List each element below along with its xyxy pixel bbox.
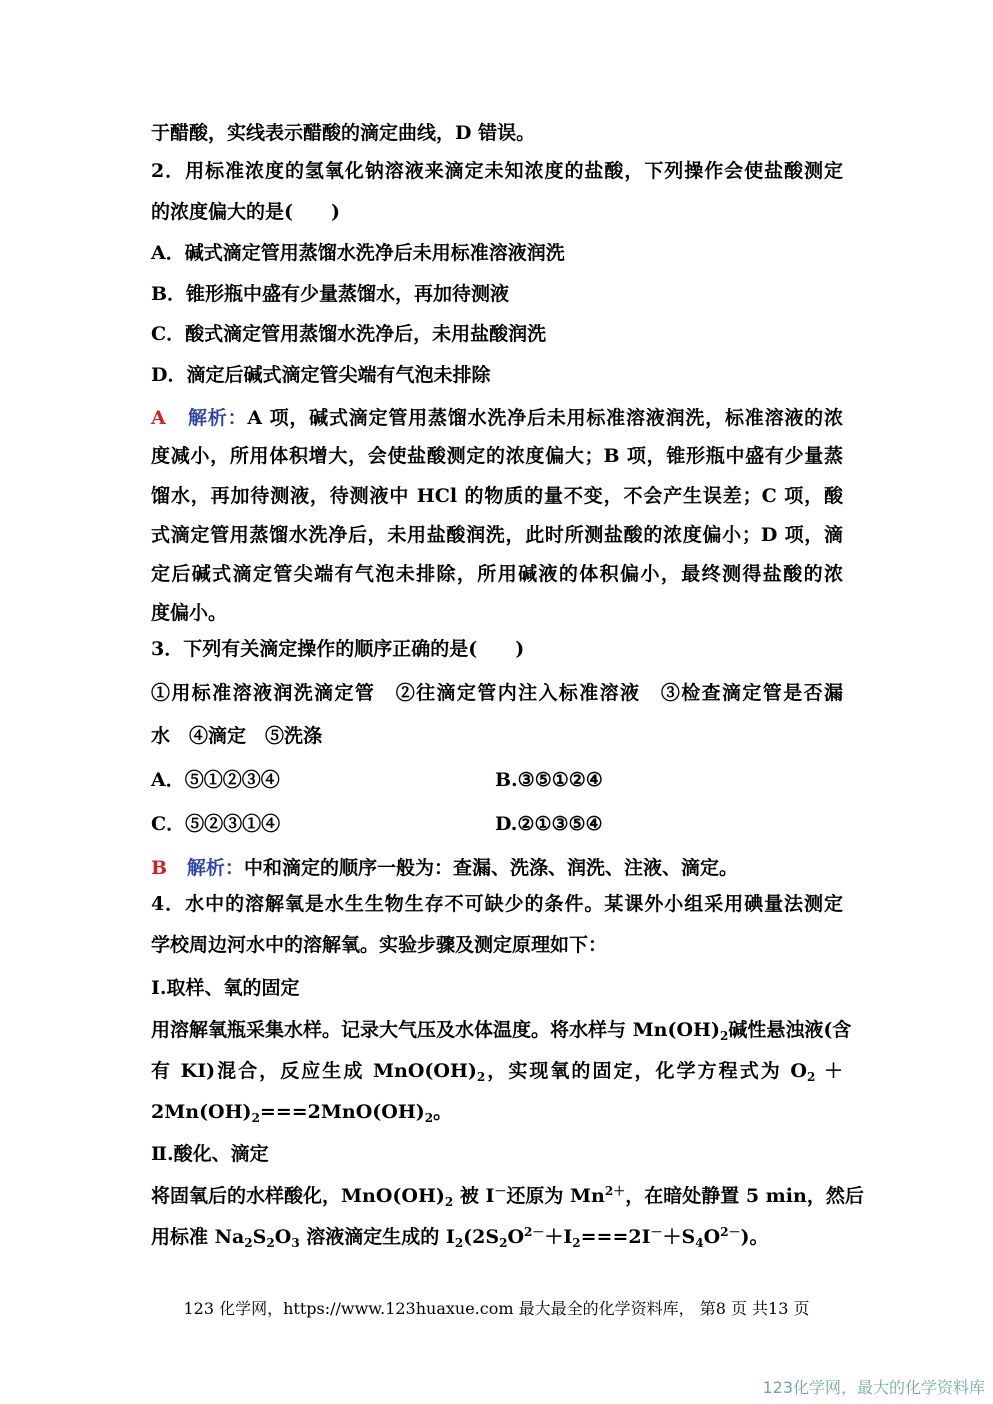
page-footer: 123 化学网，https://www.123huaxue.com 最大最全的化学资料库， 第8 页 共13 页 — [183, 1299, 810, 1318]
text-run: (2S — [463, 1226, 500, 1248]
question-3-stem: 3．下列有关滴定操作的顺序正确的是( ) — [151, 638, 525, 660]
subscript: 2 — [454, 1236, 464, 1250]
analysis-line: 式滴定管用蒸馏水洗净后，未用盐酸润洗，此时所测盐酸的浓度偏小；D 项，滴 — [151, 524, 843, 546]
subscript: 2 — [499, 1236, 508, 1250]
option-c: C．酸式滴定管用蒸馏水洗净后，未用盐酸润洗 — [151, 323, 547, 345]
superscript: 2－ — [524, 1225, 545, 1239]
text-run: O — [274, 1226, 292, 1248]
subscript: 2 — [806, 1070, 816, 1084]
option-b: B．锥形瓶中盛有少量蒸馏水，再加待测液 — [151, 283, 510, 305]
option-d: D．滴定后碱式滴定管尖端有气泡未排除 — [151, 364, 491, 386]
option-a: A．碱式滴定管用蒸馏水洗净后未用标准溶液润洗 — [151, 242, 565, 264]
paragraph-line — [151, 1224, 843, 1250]
superscript: － — [494, 1184, 507, 1198]
option-d: D.②①③⑤④ — [495, 813, 603, 835]
subscript: 2 — [244, 1236, 253, 1250]
options-cd — [151, 811, 843, 837]
question-2-stem: 2．用标准浓度的氢氧化钠溶液来滴定未知浓度的盐酸，下列操作会使盐酸测定 — [151, 160, 843, 182]
paragraph-line — [151, 1099, 843, 1125]
subscript: 2 — [251, 1111, 260, 1125]
question-3-steps-cont: 水 ④滴定 ⑤洗涤 — [151, 725, 323, 747]
text-run: 。 — [433, 1101, 453, 1123]
superscript: 2＋ — [604, 1184, 626, 1198]
answer-2-line-1 — [151, 405, 843, 431]
text-run: 碱性悬浊液(含 — [728, 1019, 852, 1041]
answer-letter: B — [151, 857, 168, 879]
text-run: ，在暗处静置 5 min，然后 — [625, 1185, 864, 1207]
option-a: A．⑤①②③④ — [151, 769, 280, 791]
paragraph-line — [151, 1058, 843, 1084]
text-run: ＋S — [662, 1226, 696, 1248]
analysis-text: A 项，碱式滴定管用蒸馏水洗净后未用标准溶液润洗，标准溶液的浓 — [247, 407, 843, 429]
text-run: ＋I — [544, 1226, 573, 1248]
text-run: O — [703, 1226, 721, 1248]
question-4-stem-cont: 学校周边河水中的溶解氧。实验步骤及测定原理如下： — [151, 934, 608, 956]
paragraph-line — [151, 1183, 864, 1209]
answer-3-line — [151, 855, 843, 881]
question-2-stem-cont: 的浓度偏大的是( ) — [151, 201, 340, 223]
text-run: S — [252, 1226, 267, 1248]
analysis-line: 度偏小。 — [151, 602, 228, 624]
text-run: 2Mn(OH) — [151, 1101, 252, 1123]
subscript: 2 — [266, 1236, 275, 1250]
answer-letter: A — [151, 407, 166, 429]
option-c: C．⑤②③①④ — [151, 813, 281, 835]
subscript: 4 — [695, 1236, 704, 1250]
question-3-steps: ①用标准溶液润洗滴定管 ②往滴定管内注入标准溶液 ③检查滴定管是否漏 — [151, 682, 843, 704]
superscript: － — [650, 1225, 663, 1239]
text-run: 用标准 Na — [151, 1226, 245, 1248]
superscript: 2－ — [720, 1225, 741, 1239]
text-run: )。 — [740, 1226, 769, 1248]
subscript: 2 — [719, 1029, 729, 1043]
watermark: 123化学网，最大的化学资料库 — [762, 1378, 985, 1397]
text-run: ＋ — [824, 1060, 844, 1082]
subscript: 2 — [444, 1195, 454, 1209]
text-run: ===2MnO(OH) — [259, 1101, 425, 1123]
text-run: 用溶解氧瓶采集水样。记录大气压及水体温度。将水样与 Mn(OH) — [151, 1019, 720, 1041]
text-run: ，实现氧的固定，化学方程式为 O — [485, 1060, 807, 1082]
subscript: 2 — [424, 1111, 434, 1125]
text-run: ===2I — [580, 1226, 651, 1248]
option-b: B.③⑤①②④ — [495, 769, 603, 791]
text-run: 还原为 Mn — [506, 1185, 605, 1207]
subscript: 2 — [476, 1070, 486, 1084]
question-4-stem: 4．水中的溶解氧是水生生物生存不可缺少的条件。某课外小组采用碘量法测定 — [151, 893, 843, 915]
subscript: 2 — [572, 1236, 581, 1250]
analysis-line: 定后碱式滴定管尖端有气泡未排除，所用碱液的体积偏小，最终测得盐酸的浓 — [151, 563, 843, 585]
text-run: 将固氧后的水样酸化，MnO(OH) — [151, 1185, 445, 1207]
text-run: 有 KI)混合，反应生成 MnO(OH) — [151, 1060, 477, 1082]
analysis-text: 中和滴定的顺序一般为：查漏、洗涤、润洗、注液、滴定。 — [243, 857, 738, 879]
text-run: 被 I — [459, 1185, 495, 1207]
subscript: 3 — [291, 1236, 300, 1250]
text-run: O — [507, 1226, 525, 1248]
paragraph-line — [151, 1017, 852, 1043]
analysis-label: 解析： — [188, 407, 248, 429]
analysis-line: 馏水，再加待测液，待测液中 HCl 的物质的量不变，不会产生误差；C 项，酸 — [151, 485, 843, 507]
section-heading-2: Ⅱ.酸化、滴定 — [151, 1143, 269, 1165]
section-heading-1: Ⅰ.取样、氧的固定 — [151, 977, 300, 999]
analysis-line: 度减小，所用体积增大，会使盐酸测定的浓度偏大；B 项，锥形瓶中盛有少量蒸 — [151, 445, 843, 467]
options-ab — [151, 767, 843, 793]
text-run: 溶液滴定生成的 I — [306, 1226, 455, 1248]
analysis-label: 解析： — [186, 857, 244, 879]
text-line: 于醋酸，实线表示醋酸的滴定曲线，D 错误。 — [151, 122, 536, 144]
